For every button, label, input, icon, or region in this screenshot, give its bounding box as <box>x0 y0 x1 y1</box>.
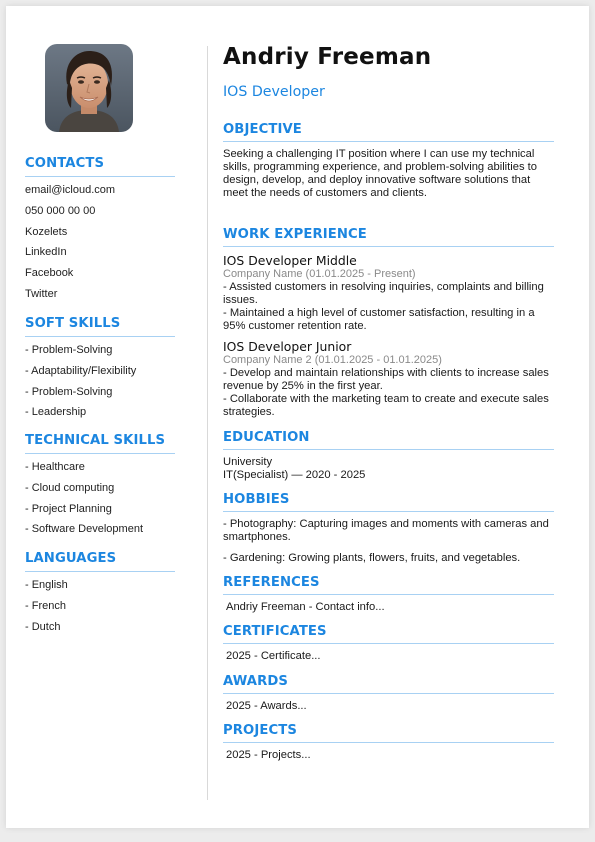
objective-text: Seeking a challenging IT position where I can use my technical skills, programming experience, and problem-solving abilities to design, develop, and deploy innovative software solutions that meet the needs of customers and clients. <box>223 148 538 200</box>
education-detail: IT(Specialist) — 2020 - 2025 <box>223 469 366 482</box>
column-divider <box>207 46 208 800</box>
job-title: IOS Developer Middle <box>223 253 357 268</box>
contacts-section <box>25 156 175 305</box>
soft-skills-section <box>25 316 175 423</box>
person-name: Andriy Freeman <box>223 44 432 70</box>
awards-heading: AWARDS <box>223 674 554 694</box>
list-item: - Adaptability/Flexibility <box>25 364 137 377</box>
contact-phone: 050 000 00 00 <box>25 204 96 217</box>
awards-section <box>223 674 554 713</box>
list-item: - Software Development <box>25 523 143 536</box>
resume-page <box>6 6 589 828</box>
job-line: - Develop and maintain relationships with clients to increase sales revenue by 25% in the first year. <box>223 367 549 392</box>
technical-skills-list <box>25 457 175 540</box>
job-entry <box>223 253 554 333</box>
projects-heading: PROJECTS <box>223 723 554 743</box>
references-section <box>223 575 554 614</box>
list-item: - Problem-Solving <box>25 385 113 398</box>
objective-section <box>223 122 554 200</box>
job-line: - Collaborate with the marketing team to create and execute sales strategies. <box>223 393 549 418</box>
languages-section <box>25 551 175 637</box>
objective-heading: OBJECTIVE <box>223 122 554 142</box>
list-item: - French <box>25 599 66 612</box>
person-title: IOS Developer <box>223 84 325 100</box>
projects-section <box>223 723 554 762</box>
list-item: - English <box>25 579 68 591</box>
soft-skills-heading: SOFT SKILLS <box>25 316 175 337</box>
languages-heading: LANGUAGES <box>25 551 175 572</box>
references-heading: REFERENCES <box>223 575 554 595</box>
soft-skills-list <box>25 340 175 423</box>
list-item: - Leadership <box>25 406 87 419</box>
main-column <box>223 44 554 761</box>
contacts-list <box>25 180 175 305</box>
contacts-heading: CONTACTS <box>25 156 175 177</box>
contact-facebook: Facebook <box>25 267 74 280</box>
contact-email: email@icloud.com <box>25 184 116 196</box>
certificates-section <box>223 624 554 663</box>
job-title: IOS Developer Junior <box>223 339 352 354</box>
list-item: - Problem-Solving <box>25 344 113 356</box>
education-heading: EDUCATION <box>223 430 554 450</box>
hobby-item: - Photography: Capturing images and moments with cameras and smartphones. <box>223 518 549 544</box>
work-experience-heading: WORK EXPERIENCE <box>223 227 554 247</box>
projects-text: 2025 - Projects... <box>226 749 311 761</box>
contact-location: Kozelets <box>25 225 68 238</box>
education-school: University <box>223 456 273 468</box>
list-item: - Cloud computing <box>25 481 115 494</box>
education-section <box>223 430 554 482</box>
list-item: - Project Planning <box>25 502 112 515</box>
references-text: Andriy Freeman - Contact info... <box>226 601 385 613</box>
work-experience-section <box>223 227 554 419</box>
awards-text: 2025 - Awards... <box>226 700 307 712</box>
hobby-item: - Gardening: Growing plants, flowers, fruits, and vegetables. <box>223 552 521 565</box>
profile-photo <box>45 44 133 132</box>
certificates-text: 2025 - Certificate... <box>226 650 321 662</box>
job-line: - Maintained a high level of customer satisfaction, resulting in a 95% customer retention rate. <box>223 307 535 332</box>
contact-linkedin: LinkedIn <box>25 246 67 259</box>
hobbies-section <box>223 492 554 565</box>
job-company: Company Name 2 (01.01.2025 - 01.01.2025) <box>223 354 442 366</box>
technical-skills-section <box>25 433 175 540</box>
job-entry <box>223 339 554 419</box>
certificates-heading: CERTIFICATES <box>223 624 554 644</box>
hobbies-heading: HOBBIES <box>223 492 554 512</box>
list-item: - Dutch <box>25 620 61 633</box>
languages-list <box>25 575 175 637</box>
job-company: Company Name (01.01.2025 - Present) <box>223 268 416 280</box>
job-line: - Assisted customers in resolving inquiries, complaints and billing issues. <box>223 281 544 306</box>
list-item: - Healthcare <box>25 461 85 473</box>
contact-twitter: Twitter <box>25 287 58 300</box>
technical-skills-heading: TECHNICAL SKILLS <box>25 433 175 454</box>
